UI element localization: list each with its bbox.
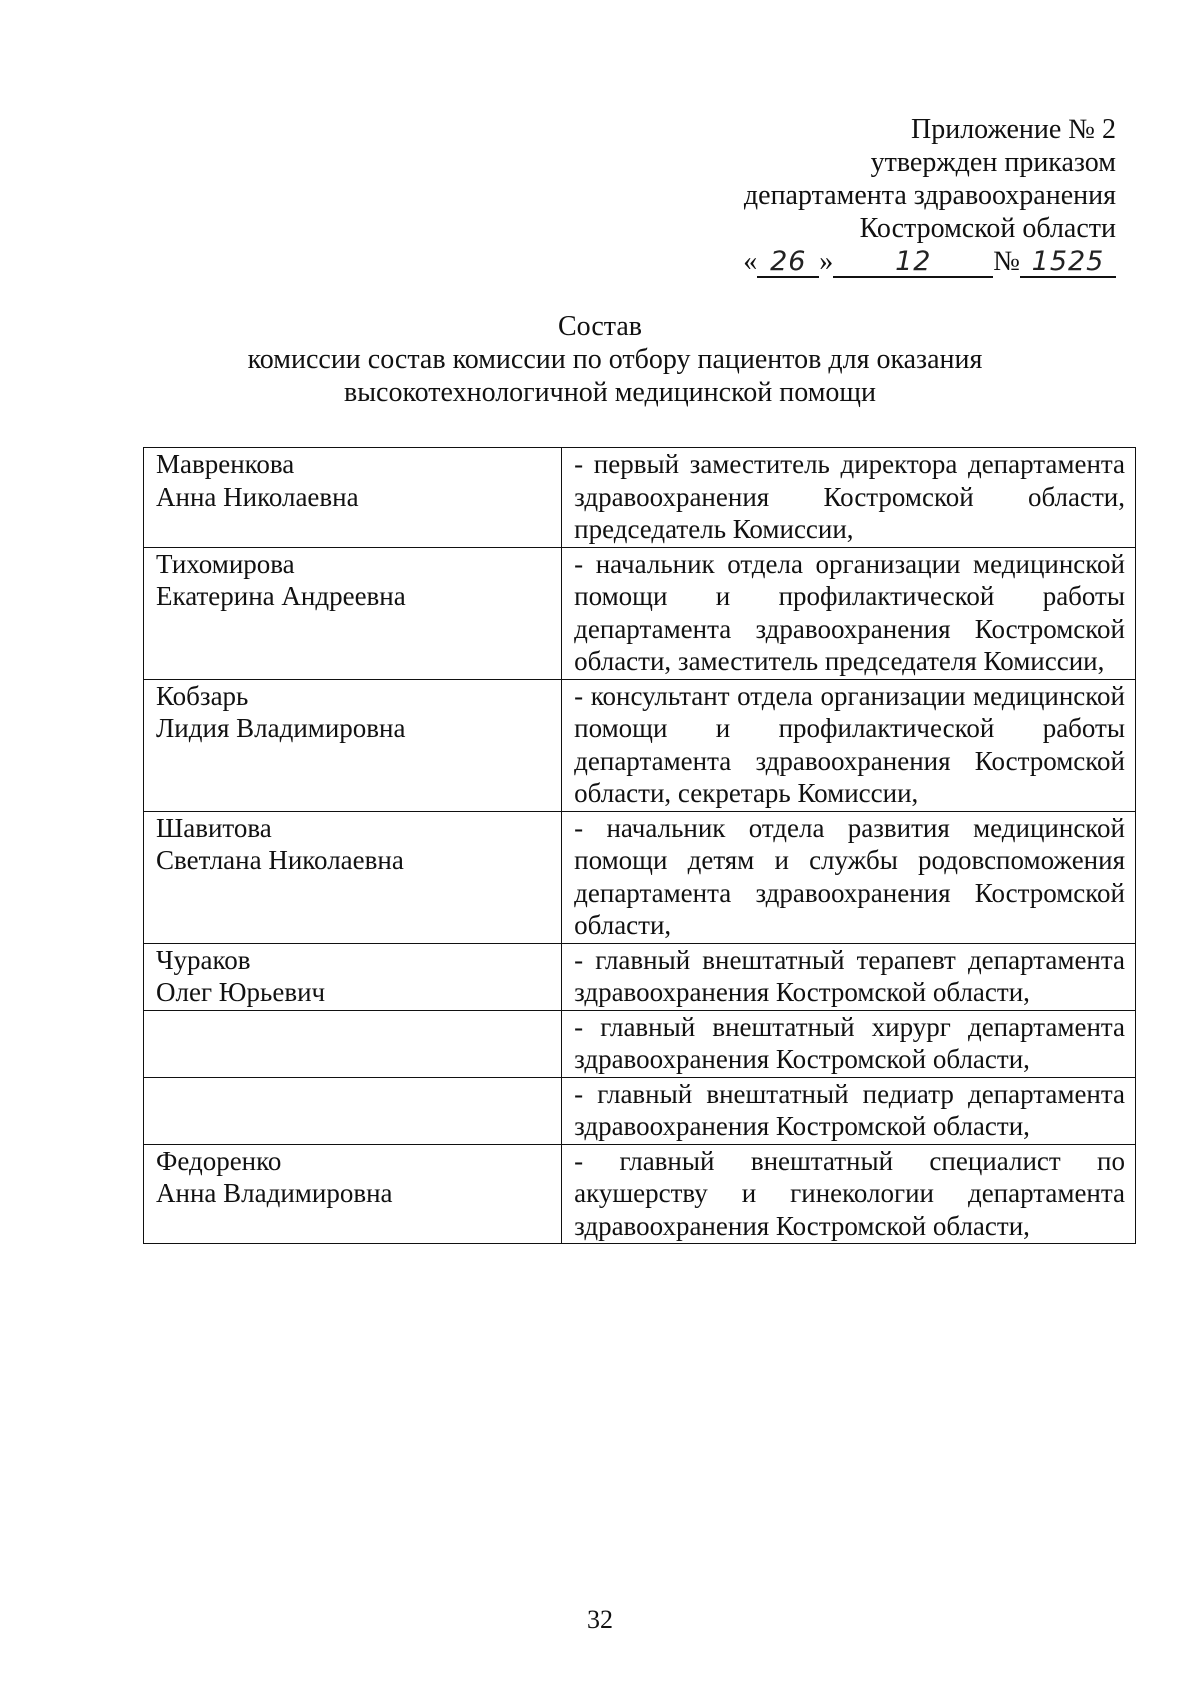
member-name-cell — [144, 448, 562, 548]
department-label: департамента здравоохранения — [743, 180, 1116, 211]
page-number: 32 — [587, 1605, 613, 1634]
order-number-label: № — [993, 246, 1020, 277]
member-role-cell: - первый заместитель директора департамента здравоохранения Костромской области, председатель Комиссии, — [562, 448, 1136, 548]
member-name-cell-empty — [144, 1077, 562, 1144]
member-surname: Чураков — [156, 944, 251, 975]
table-row — [144, 448, 1136, 548]
member-name-cell — [144, 943, 562, 1010]
member-role-cell: - начальник отдела организации медицинской помощи и профилактической работы департамента здравоохранения Костромской области, заместитель председателя Комиссии, — [562, 547, 1136, 679]
member-given-name: Екатерина Андреевна — [156, 581, 406, 611]
member-surname: Кобзарь — [156, 680, 249, 711]
order-day-handwritten: 26 — [770, 246, 807, 277]
table-row — [144, 1010, 1136, 1077]
date-open-quote: « — [743, 246, 758, 277]
title-line-2: комиссии состав комиссии по отбору пациентов для оказания — [247, 344, 983, 375]
member-given-name: Анна Владимировна — [156, 1178, 393, 1208]
order-number-field — [1020, 248, 1116, 278]
approved-by-label: утвержден приказом — [870, 147, 1116, 178]
region-label: Костромской области — [859, 213, 1116, 244]
member-name-cell — [144, 679, 562, 811]
member-role-cell: - главный внештатный терапевт департамента здравоохранения Костромской области, — [562, 943, 1136, 1010]
member-role-cell: - начальник отдела развития медицинской помощи детям и службы родовспоможения департамента здравоохранения Костромской области, — [562, 811, 1136, 943]
member-role-cell: - главный внештатный педиатр департамента здравоохранения Костромской области, — [562, 1077, 1136, 1144]
table-row — [144, 1077, 1136, 1144]
document-title — [120, 310, 1080, 409]
appendix-label: Приложение № 2 — [911, 114, 1116, 145]
member-given-name: Лидия Владимировна — [156, 713, 406, 743]
order-month-field — [833, 248, 993, 278]
order-month-handwritten: 12 — [895, 246, 932, 277]
member-surname: Федоренко — [156, 1145, 282, 1176]
member-role-cell: - главный внештатный хирург департамента здравоохранения Костромской области, — [562, 1010, 1136, 1077]
member-name-cell — [144, 1144, 562, 1244]
table-row — [144, 943, 1136, 1010]
order-day-field — [757, 248, 819, 278]
member-surname: Шавитова — [156, 812, 272, 843]
member-given-name: Анна Николаевна — [156, 481, 359, 512]
table-row — [144, 1144, 1136, 1244]
table-row — [144, 811, 1136, 943]
date-close-quote: » — [819, 246, 834, 277]
member-name-cell-empty — [144, 1010, 562, 1077]
commission-members-table — [143, 447, 1136, 1244]
approval-header — [743, 113, 1116, 278]
order-number-handwritten: 1525 — [1031, 246, 1105, 277]
member-surname: Мавренкова — [156, 449, 295, 479]
member-surname: Тихомирова — [156, 548, 295, 579]
member-name-cell — [144, 547, 562, 679]
member-given-name: Олег Юрьевич — [156, 977, 326, 1007]
member-role-cell: - главный внештатный специалист по акушерству и гинекологии департамента здравоохранения Костромской области, — [562, 1144, 1136, 1244]
member-role-cell: - консультант отдела организации медицинской помощи и профилактической работы департамента здравоохранения Костромской области, секретарь Комиссии, — [562, 679, 1136, 811]
title-line-1: Состав — [557, 311, 643, 342]
title-line-3: высокотехнологичной медицинской помощи — [344, 377, 876, 408]
member-name-cell — [144, 811, 562, 943]
table-row — [144, 547, 1136, 679]
table-row — [144, 679, 1136, 811]
member-given-name: Светлана Николаевна — [156, 845, 404, 875]
order-date-number — [743, 245, 1116, 278]
